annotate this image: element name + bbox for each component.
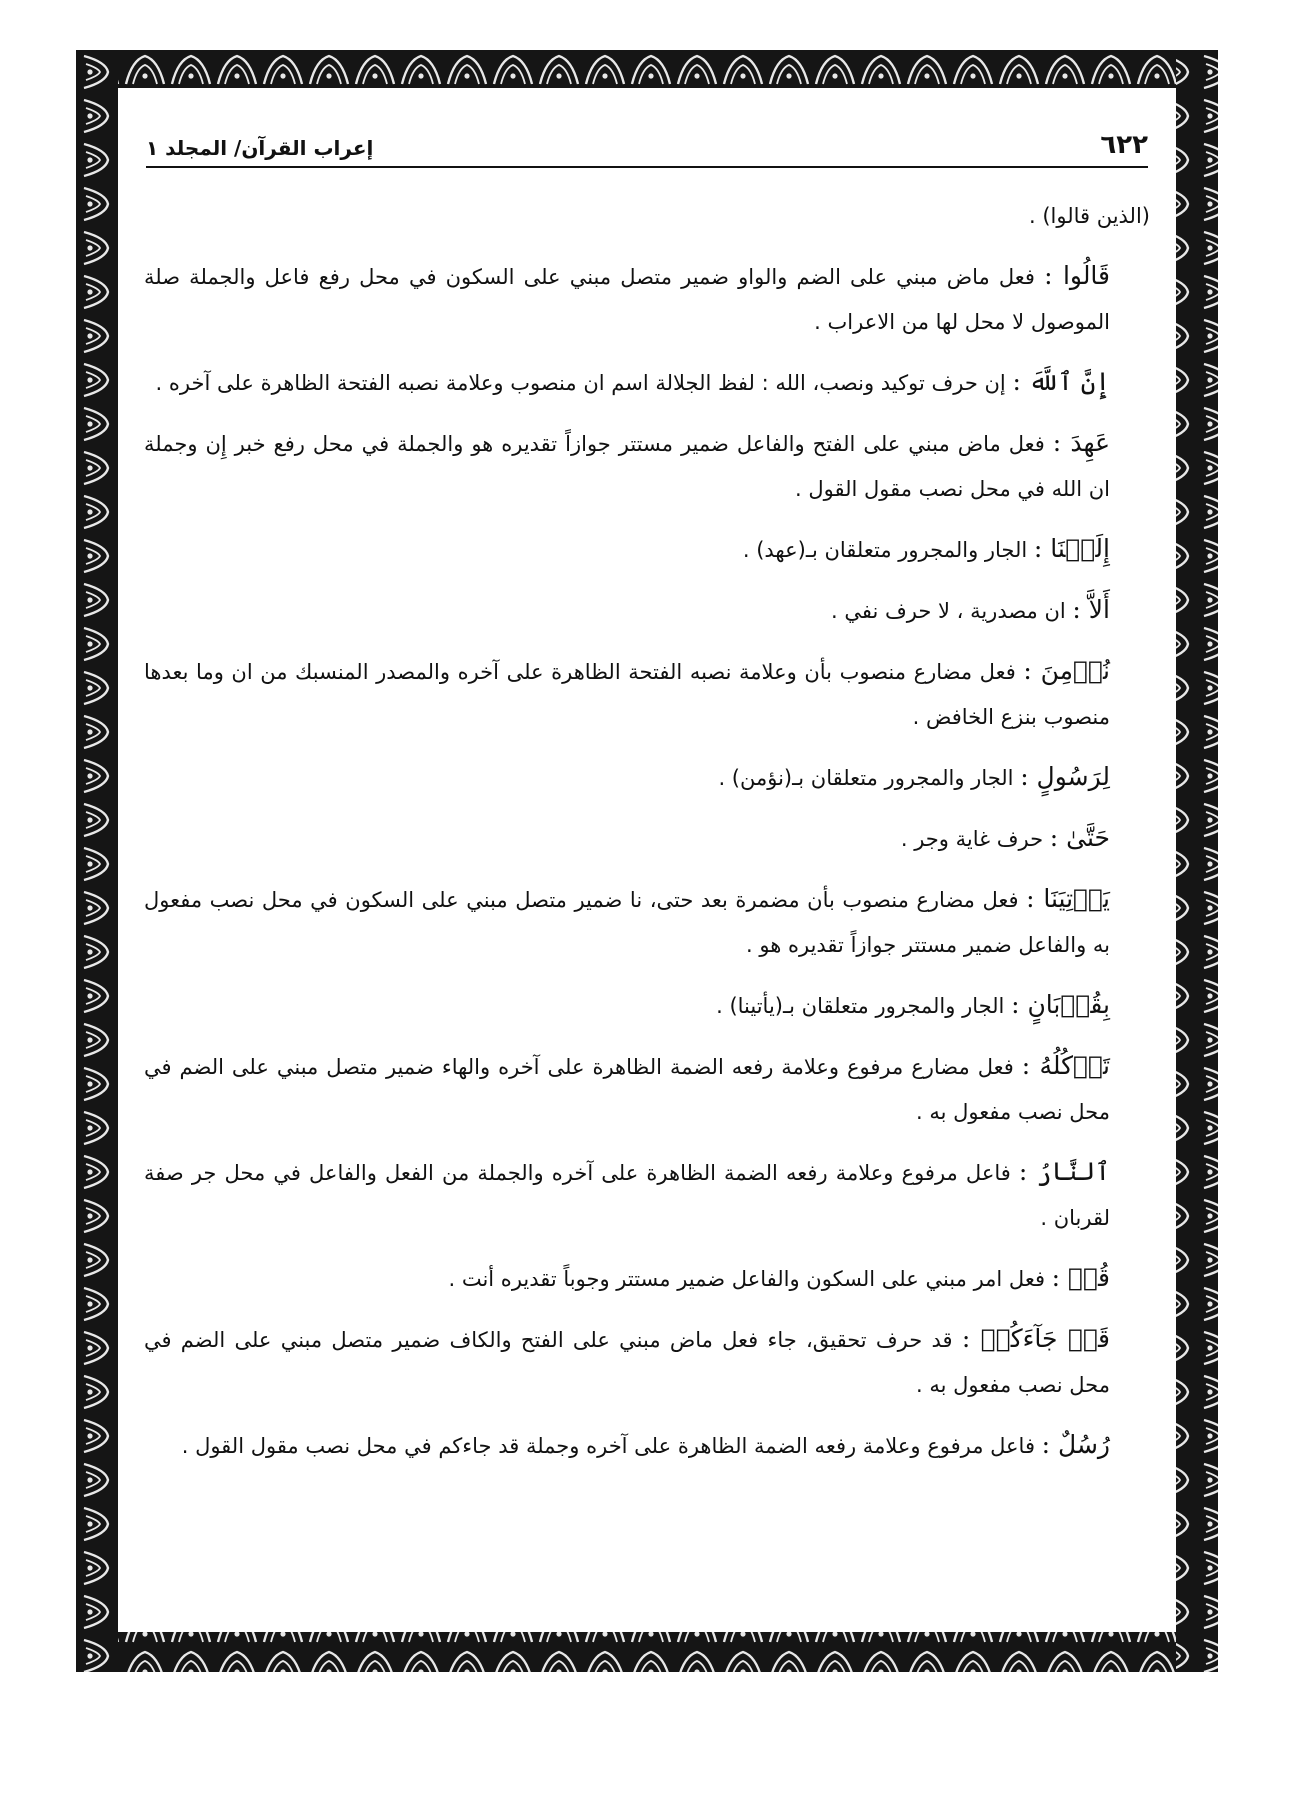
term: لِرَسُولٍ : [1020,762,1110,791]
explanation: فعل مضارع منصوب بأن مضمرة بعد حتى، نا ضمير متصل مبني على السكون في محل نصب مفعول به والفاعل ضمير مستتر جوازاً تقديره هو . [144,888,1110,957]
page-header [146,132,1148,168]
explanation: فعل مضارع منصوب بأن وعلامة نصبه الفتحة الظاهرة على آخره والمصدر المنسبك من ان وما بعدها منصوب بنزع الخافض . [144,660,1110,729]
paragraph [144,982,1150,1029]
paragraph [144,1043,1150,1135]
explanation: فاعل مرفوع وعلامة رفعه الضمة الظاهرة على آخره وجملة قد جاءكم في محل نصب مقول القول . [181,1434,1042,1458]
term: إِلَيۡنَا : [1033,534,1110,563]
term: قَدۡ جَآءَكُمۡ : [961,1324,1110,1353]
term: رُسُلٌ : [1041,1430,1110,1459]
term: قَالُوا : [1044,261,1111,290]
explanation: الجار والمجرور متعلقان بـ(عهد) . [742,538,1034,562]
paragraph [144,648,1150,740]
paragraph [144,815,1150,862]
term: بِقُرۡبَانٍ : [1011,990,1110,1019]
paragraph [144,420,1150,512]
term: نُؤۡمِنَ : [1023,656,1110,685]
explanation: حرف غاية وجر . [900,827,1050,851]
explanation: الجار والمجرور متعلقان بـ(نؤمن) . [718,766,1021,790]
paragraph [144,526,1150,573]
explanation: الجار والمجرور متعلقان بـ(يأتينا) . [716,994,1012,1018]
page-number: ٦٢٢ [1100,130,1148,160]
explanation: ان مصدرية ، لا حرف نفي . [830,599,1073,623]
running-title: إعراب القرآن/ المجلد ١ [146,136,374,160]
paragraph [144,754,1150,801]
paragraph [144,1149,1150,1241]
paragraph: (الذين قالوا) . [1028,204,1150,228]
explanation: فاعل مرفوع وعلامة رفعه الضمة الظاهرة على آخره والجملة من الفعل والفاعل في محل جر صفة لقربان . [144,1161,1110,1230]
content [144,192,1150,1483]
explanation: فعل ماض مبني على الضم والواو ضمير متصل مبني على السكون في محل رفع فاعل والجملة صلة الموصول لا محل لها من الاعراب . [144,265,1110,334]
explanation: فعل امر مبني على السكون والفاعل ضمير مستتر وجوباً تقديره أنت . [448,1267,1052,1291]
explanation: قد حرف تحقيق، جاء فعل ماض مبني على الفتح والكاف ضمير متصل مبني على الضم في محل نصب مفعول به . [144,1328,1110,1397]
explanation: فعل مضارع مرفوع وعلامة رفعه الضمة الظاهرة على آخره والهاء ضمير متصل مبني على الضم في محل نصب مفعول به . [144,1055,1110,1124]
term: ٱلنَّارُ : [1018,1157,1110,1186]
explanation: إن حرف توكيد ونصب، الله : لفظ الجلالة اسم ان منصوب وعلامة نصبه الفتحة الظاهرة على آخره . [155,371,1013,395]
paragraph [144,1316,1150,1408]
term: قُلۡ : [1051,1263,1110,1292]
paragraph [144,876,1150,968]
term: يَأۡتِيَنَا : [1026,884,1110,913]
term: عَهِدَ : [1052,428,1110,457]
term: تَأۡكُلُهُ : [1021,1051,1110,1080]
paragraph [144,587,1150,634]
term: أَلاَّ : [1072,595,1110,624]
paragraph [144,253,1150,345]
page-body [118,88,1176,1632]
paragraph [144,1422,1150,1469]
ornamental-border [76,50,1218,1672]
term: إِنَّ ٱللَّهَ : [1012,367,1110,396]
term: حَتَّىٰ : [1049,823,1110,852]
paragraph [144,359,1150,406]
explanation: فعل ماض مبني على الفتح والفاعل ضمير مستتر جوازاً تقديره هو والجملة في محل رفع خبر إِن وجملة ان الله في محل نصب مقول القول . [144,432,1110,501]
paragraph [144,1255,1150,1302]
